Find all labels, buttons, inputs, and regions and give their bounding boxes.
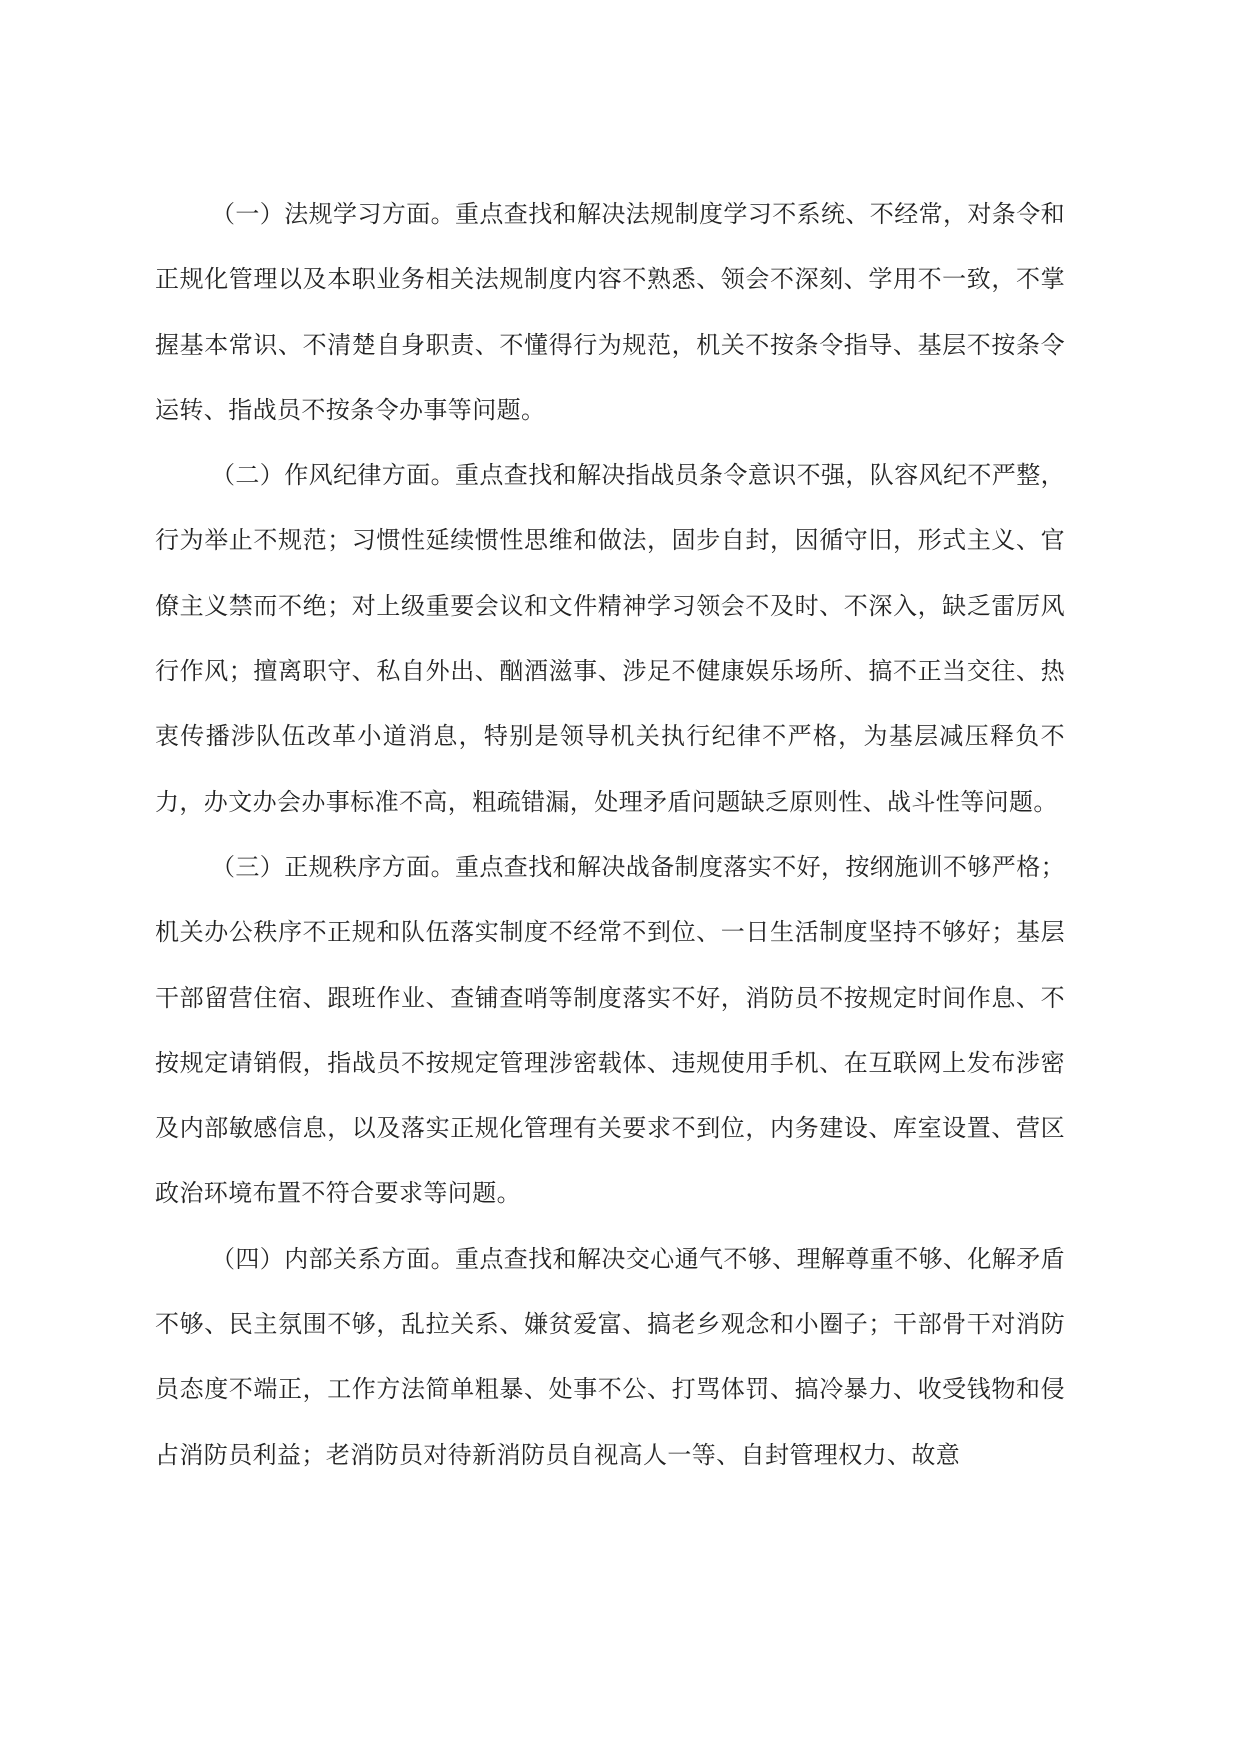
paragraph-internal-relations: （四）内部关系方面。重点查找和解决交心通气不够、理解尊重不够、化解矛盾不够、民主氛围不够，乱拉关系、嫌贫爱富、搞老乡观念和小圈子；干部骨干对消防员态度不端正，工作方法简单粗暴、处事不公、打骂体罚、搞冷暴力、收受钱物和侵占消防员利益；老消防员对待新消防员自视高人一等、自封管理权力、故意 bbox=[155, 1244, 1065, 1469]
paragraph-regulation-study: （一）法规学习方面。重点查找和解决法规制度学习不系统、不经常，对条令和正规化管理以及本职业务相关法规制度内容不熟悉、领会不深刻、学用不一致，不掌握基本常识、不清楚自身职责、不懂得行为规范，机关不按条令指导、基层不按条令运转、指战员不按条令办事等问题。 bbox=[155, 200, 1065, 424]
paragraph-style-discipline: （二）作风纪律方面。重点查找和解决指战员条令意识不强，队容风纪不严整，行为举止不规范；习惯性延续惯性思维和做法，固步自封，因循守旧，形式主义、官僚主义禁而不绝；对上级重要会议和文件精神学习领会不及时、不深入，缺乏雷厉风行作风；擅离职守、私自外出、酗酒滋事、涉足不健康娱乐场所、搞不正当交往、热衷传播涉队伍改革小道消息，特别是领导机关执行纪律不严格，为基层减压释负不力，办文办会办事标准不高，粗疏错漏，处理矛盾问题缺乏原则性、战斗性等问题。 bbox=[155, 461, 1065, 816]
document-body bbox=[155, 182, 1065, 1488]
paragraph-regular-order: （三）正规秩序方面。重点查找和解决战备制度落实不好，按纲施训不够严格；机关办公秩序不正规和队伍落实制度不经常不到位、一日生活制度坚持不够好；基层干部留营住宿、跟班作业、查铺查哨等制度落实不好，消防员不按规定时间作息、不按规定请销假，指战员不按规定管理涉密载体、违规使用手机、在互联网上发布涉密及内部敏感信息，以及落实正规化管理有关要求不到位，内务建设、库室设置、营区政治环境布置不符合要求等问题。 bbox=[155, 852, 1065, 1208]
